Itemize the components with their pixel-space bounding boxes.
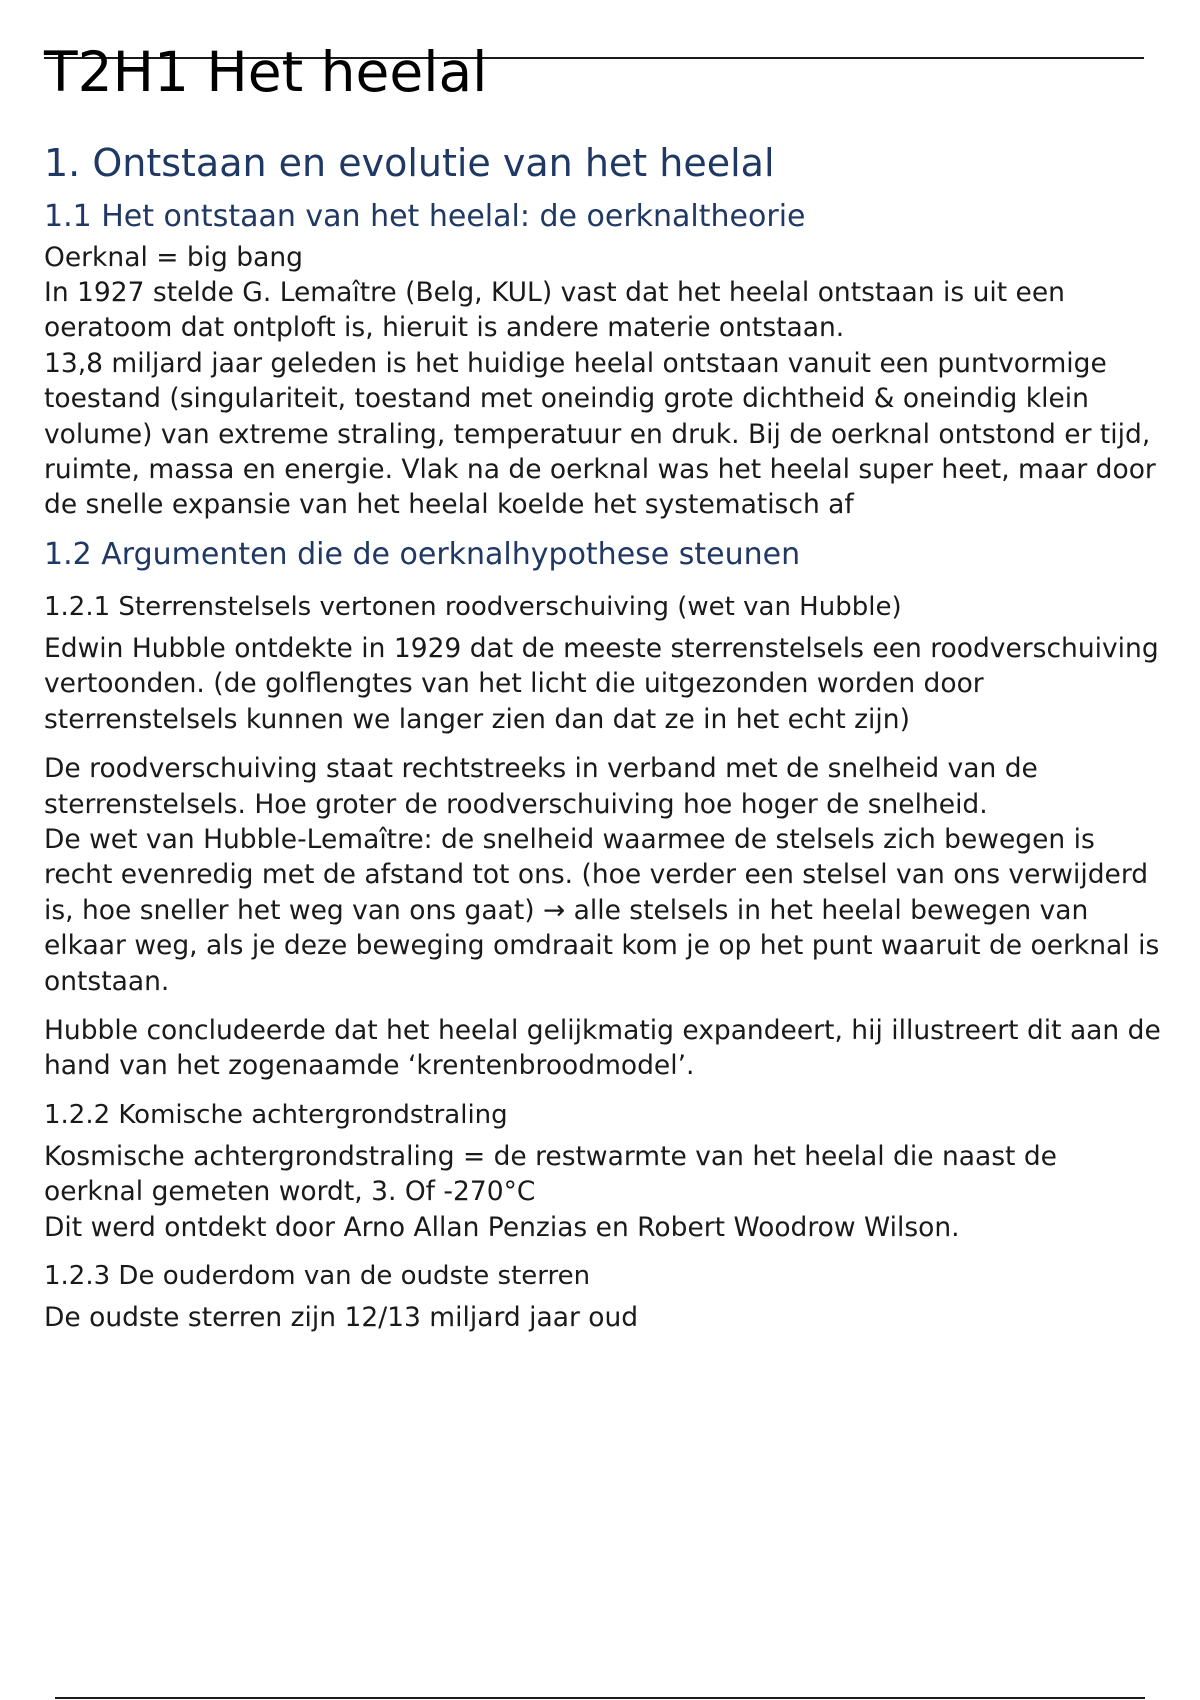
subsection-heading-1-2-1: 1.2.1 Sterrenstelsels vertonen roodverschuiving (wet van Hubble) (44, 591, 902, 622)
spacer (44, 523, 1164, 535)
footer-rule (55, 1697, 1145, 1699)
paragraph-penzias-wilson: Dit werd ontdekt door Arno Allan Penzias en Robert Woodrow Wilson. (44, 1211, 960, 1243)
section-heading-1-1: 1.1 Het ontstaan van het heelal: de oerknaltheorie (44, 198, 806, 234)
section-heading-1-2: 1.2 Argumenten die de oerknalhypothese steunen (44, 536, 801, 572)
subsection-heading-1-2-3: 1.2.3 De ouderdom van de oudste sterren (44, 1261, 591, 1292)
spacer (44, 1084, 1164, 1098)
subsection-heading-1-2-2: 1.2.2 Komische achtergrondstraling (44, 1099, 508, 1130)
paragraph-singularity: 13,8 miljard jaar geleden is het huidige heelal ontstaan vanuit een puntvormige toestand (singulariteit, toestand met oneindig grote dichtheid & oneindig klein volume) van extreme straling, temperatuur en druk. Bij de oerknal ontstond er tijd, ruimte, massa en energie. Vlak na de oerknal was het heelal super heet, maar door de snelle expansie van het heelal koelde het systematisch af (44, 347, 1156, 521)
spacer (44, 578, 1164, 590)
paragraph-background-radiation: Kosmische achtergrondstraling = de restwarmte van het heelal die naast de oerknal gemeten wordt, 3. Of -270°C (44, 1140, 1057, 1208)
paragraph-redshift-speed: De roodverschuiving staat rechtstreeks in verband met de snelheid van de sterrenstelsels. Hoe groter de roodverschuiving hoe hoger de snelheid. (44, 753, 1038, 820)
spacer (44, 1245, 1164, 1259)
page-title: T2H1 Het heelal (44, 40, 488, 104)
paragraph-krentenbrood: Hubble concludeerde dat het heelal gelijkmatig expandeert, hij illustreert dit aan de hand van het zogenaamde ‘krentenbroodmodel’. (44, 1015, 1161, 1082)
spacer (44, 999, 1164, 1013)
chapter-heading: 1. Ontstaan en evolutie van het heelal (44, 141, 775, 185)
paragraph-oldest-stars: De oudste sterren zijn 12/13 miljard jaar oud (44, 1302, 639, 1334)
spacer (44, 737, 1164, 751)
paragraph-lemaitre: In 1927 stelde G. Lemaître (Belg, KUL) vast dat het heelal ontstaan is uit een oeratoom dat ontploft is, hieruit is andere materie ontstaan. (44, 277, 1065, 344)
paragraph-hubble-discovery: Edwin Hubble ontdekte in 1929 dat de meeste sterrenstelsels een roodverschuiving vertoonden. (de golflengtes van het licht die uitgezonden worden door sterrenstelsels kunnen we langer zien dan dat ze in het echt zijn) (44, 632, 1159, 735)
paragraph-hubble-lemaitre-law: De wet van Hubble-Lemaître: de snelheid waarmee de stelsels zich bewegen is recht evenredig met de afstand tot ons. (hoe verder een stelsel van ons verwijderd is, hoe sneller het weg van ons gaat) → alle stelsels in het heelal bewegen van elkaar weg, als je deze beweging omdraait kom je op het punt waaruit de oerknal is ontstaan. (44, 823, 1160, 997)
document-body (44, 141, 1164, 1336)
paragraph-oerknal-definition: Oerknal = big bang (44, 241, 303, 273)
